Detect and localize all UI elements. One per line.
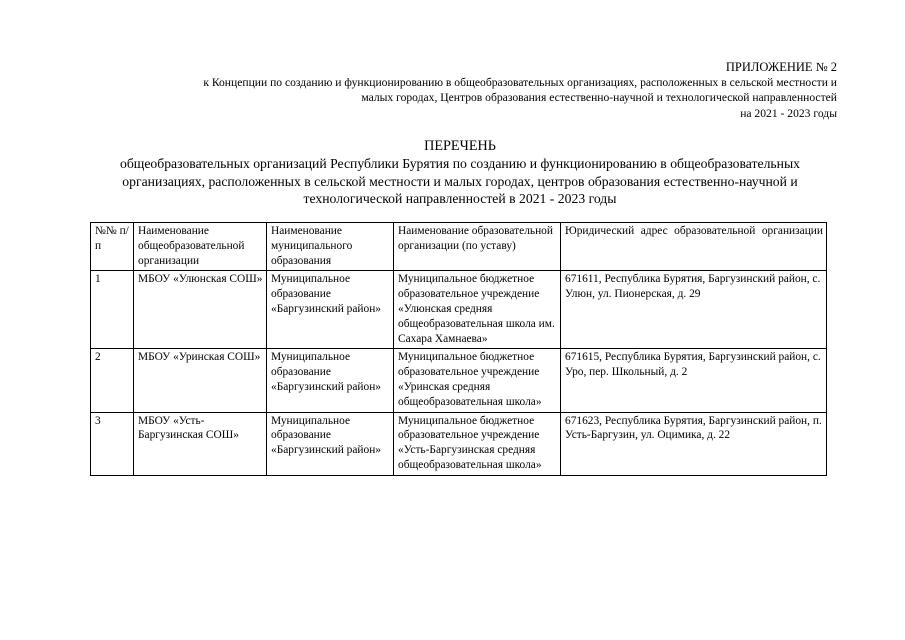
cell-charter-name: Муниципальное бюджетное образовательное учреждение «Усть-Баргузинская средняя общеобразовательная школа» — [394, 412, 561, 475]
cell-municipality: Муниципальное образование «Баргузинский район» — [267, 412, 394, 475]
document-subtitle-line: общеобразовательных организаций Республики Бурятия по созданию и функционированию в общеобразовательных — [119, 156, 801, 172]
cell-org-name: МБОУ «Улюнская СОШ» — [134, 271, 267, 349]
appendix-line: на 2021 - 2023 годы — [740, 106, 837, 120]
organizations-table — [90, 222, 827, 476]
document-subtitle-line: организациях, расположенных в сельской местности и малых городах, центров образования естественно-научной и — [122, 173, 798, 189]
appendix-block — [77, 60, 837, 121]
table-row — [91, 271, 827, 349]
document-title: ПЕРЕЧЕНЬ — [424, 138, 496, 154]
cell-number: 1 — [91, 271, 134, 349]
cell-org-name: МБОУ «Усть-Баргузинская СОШ» — [134, 412, 267, 475]
document-heading — [60, 138, 860, 208]
table-row — [91, 412, 827, 475]
table-row — [91, 349, 827, 412]
cell-legal-address: 671623, Республика Бурятия, Баргузинский район, п. Усть-Баргузин, ул. Оцимика, д. 22 — [561, 412, 827, 475]
appendix-title: ПРИЛОЖЕНИЕ № 2 — [725, 60, 837, 74]
cell-legal-address: 671615, Республика Бурятия, Баргузинский район, с. Уро, пер. Школьный, д. 2 — [561, 349, 827, 412]
cell-legal-address: 671611, Республика Бурятия, Баргузинский район, с. Улюн, ул. Пионерская, д. 29 — [561, 271, 827, 349]
cell-org-name: МБОУ «Уринская СОШ» — [134, 349, 267, 412]
header-charter-name: Наименование образовательной организации (по уставу) — [394, 223, 561, 271]
header-number: №№ п/п — [91, 223, 134, 271]
cell-charter-name: Муниципальное бюджетное образовательное учреждение «Уринская средняя общеобразовательная школа» — [394, 349, 561, 412]
cell-charter-name: Муниципальное бюджетное образовательное учреждение «Улюнская средняя общеобразовательная школа им. Сахара Хамнаева» — [394, 271, 561, 349]
cell-municipality: Муниципальное образование «Баргузинский район» — [267, 349, 394, 412]
document-subtitle-line: технологической направленностей в 2021 - 2023 годы — [303, 191, 617, 207]
cell-municipality: Муниципальное образование «Баргузинский район» — [267, 271, 394, 349]
cell-number: 2 — [91, 349, 134, 412]
table-header-row — [91, 223, 827, 271]
header-legal-address: Юридический адрес образовательной организации — [561, 223, 827, 271]
appendix-line: малых городах, Центров образования естественно-научной и технологической направленностей — [361, 91, 837, 105]
header-municipality: Наименование муниципального образования — [267, 223, 394, 271]
cell-number: 3 — [91, 412, 134, 475]
appendix-line: к Концепции по созданию и функционированию в общеобразовательных организациях, расположенных в сельской местности и — [203, 76, 837, 90]
header-org-name: Наименование общеобразовательной организации — [134, 223, 267, 271]
